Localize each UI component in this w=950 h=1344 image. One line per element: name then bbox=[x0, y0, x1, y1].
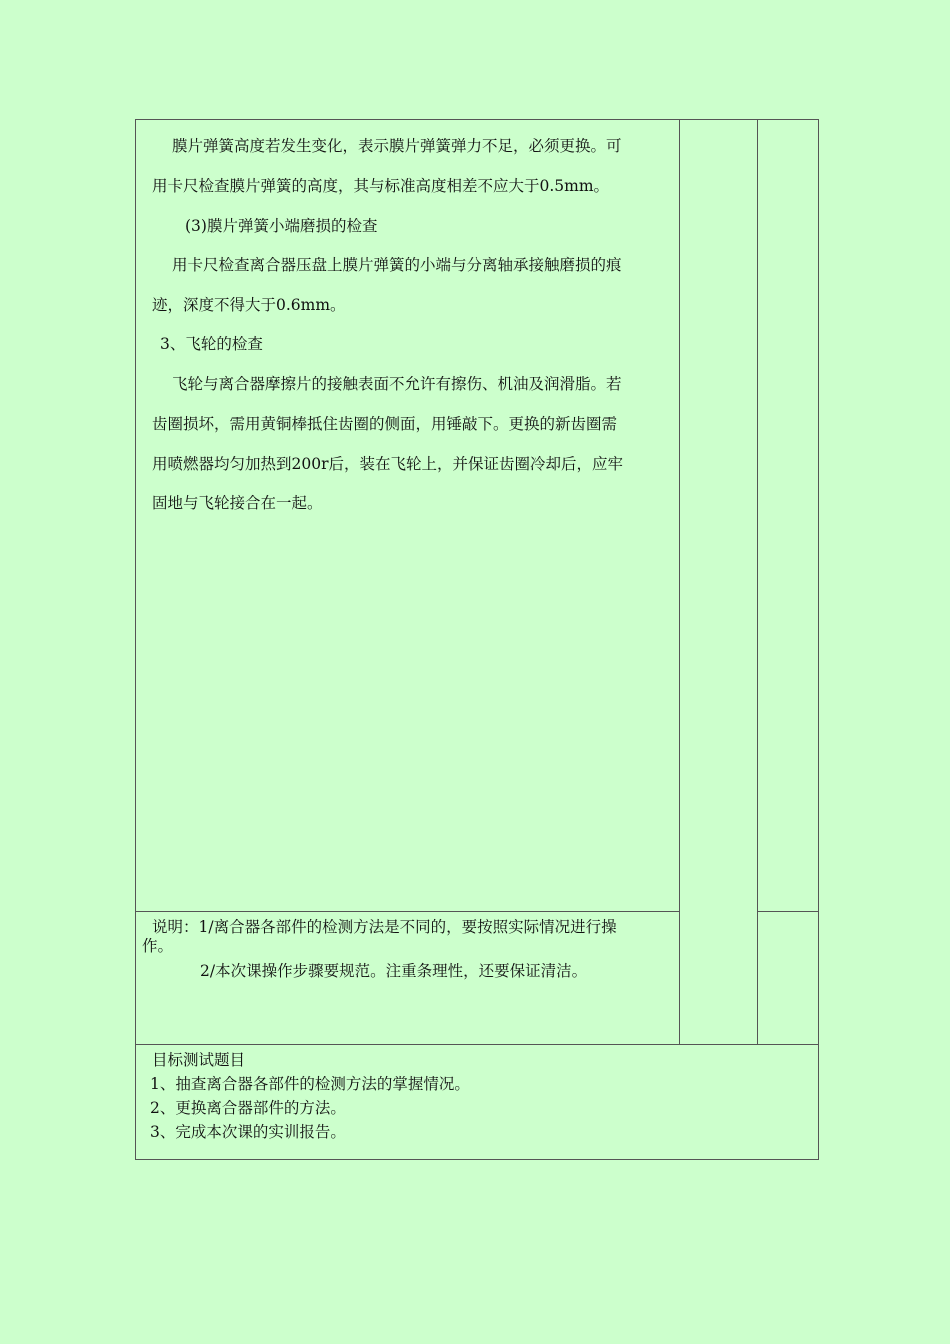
row-divider-notes bbox=[135, 911, 680, 912]
paragraph-line: 用卡尺检查膜片弹簧的高度，其与标准高度相差不应大于0.5mm。 bbox=[152, 177, 610, 195]
paragraph-line: 迹，深度不得大于0.6mm。 bbox=[152, 296, 346, 314]
subheading: (3)膜片弹簧小端磨损的检查 bbox=[185, 217, 378, 235]
table-border-bottom bbox=[135, 1159, 819, 1160]
table-border-right bbox=[818, 119, 819, 1160]
target-test-title: 目标测试题目 bbox=[152, 1051, 246, 1069]
paragraph-line: 齿圈损坏，需用黄铜棒抵住齿圈的侧面，用锤敲下。更换的新齿圈需 bbox=[152, 415, 618, 433]
row-divider-notes-right bbox=[757, 911, 819, 912]
paragraph-line: 飞轮与离合器摩擦片的接触表面不允许有擦伤、机油及润滑脂。若 bbox=[172, 375, 622, 393]
row-divider-target bbox=[135, 1044, 819, 1045]
section-heading: 3、飞轮的检查 bbox=[160, 335, 263, 353]
notes-line: 说明：1/离合器各部件的检测方法是不同的，要按照实际情况进行操 bbox=[152, 918, 617, 936]
target-test-item: 3、完成本次课的实训报告。 bbox=[150, 1123, 346, 1141]
table-border-left bbox=[135, 119, 136, 1160]
paragraph-line: 膜片弹簧高度若发生变化，表示膜片弹簧弹力不足，必须更换。可 bbox=[172, 137, 622, 155]
target-test-item: 2、更换离合器部件的方法。 bbox=[150, 1099, 346, 1117]
notes-line: 2/本次课操作步骤要规范。注重条理性，还要保证清洁。 bbox=[200, 962, 588, 980]
paragraph-line: 用卡尺检查离合器压盘上膜片弹簧的小端与分离轴承接触磨损的痕 bbox=[172, 256, 622, 274]
paragraph-line: 固地与飞轮接合在一起。 bbox=[152, 494, 323, 512]
notes-line: 作。 bbox=[142, 937, 174, 955]
paragraph-line: 用喷燃器均匀加热到200r后，装在飞轮上，并保证齿圈冷却后，应牢 bbox=[152, 455, 623, 473]
table-border-top bbox=[135, 119, 819, 120]
target-test-item: 1、抽查离合器各部件的检测方法的掌握情况。 bbox=[150, 1075, 470, 1093]
column-divider-1 bbox=[679, 119, 680, 1045]
column-divider-2 bbox=[757, 119, 758, 1045]
